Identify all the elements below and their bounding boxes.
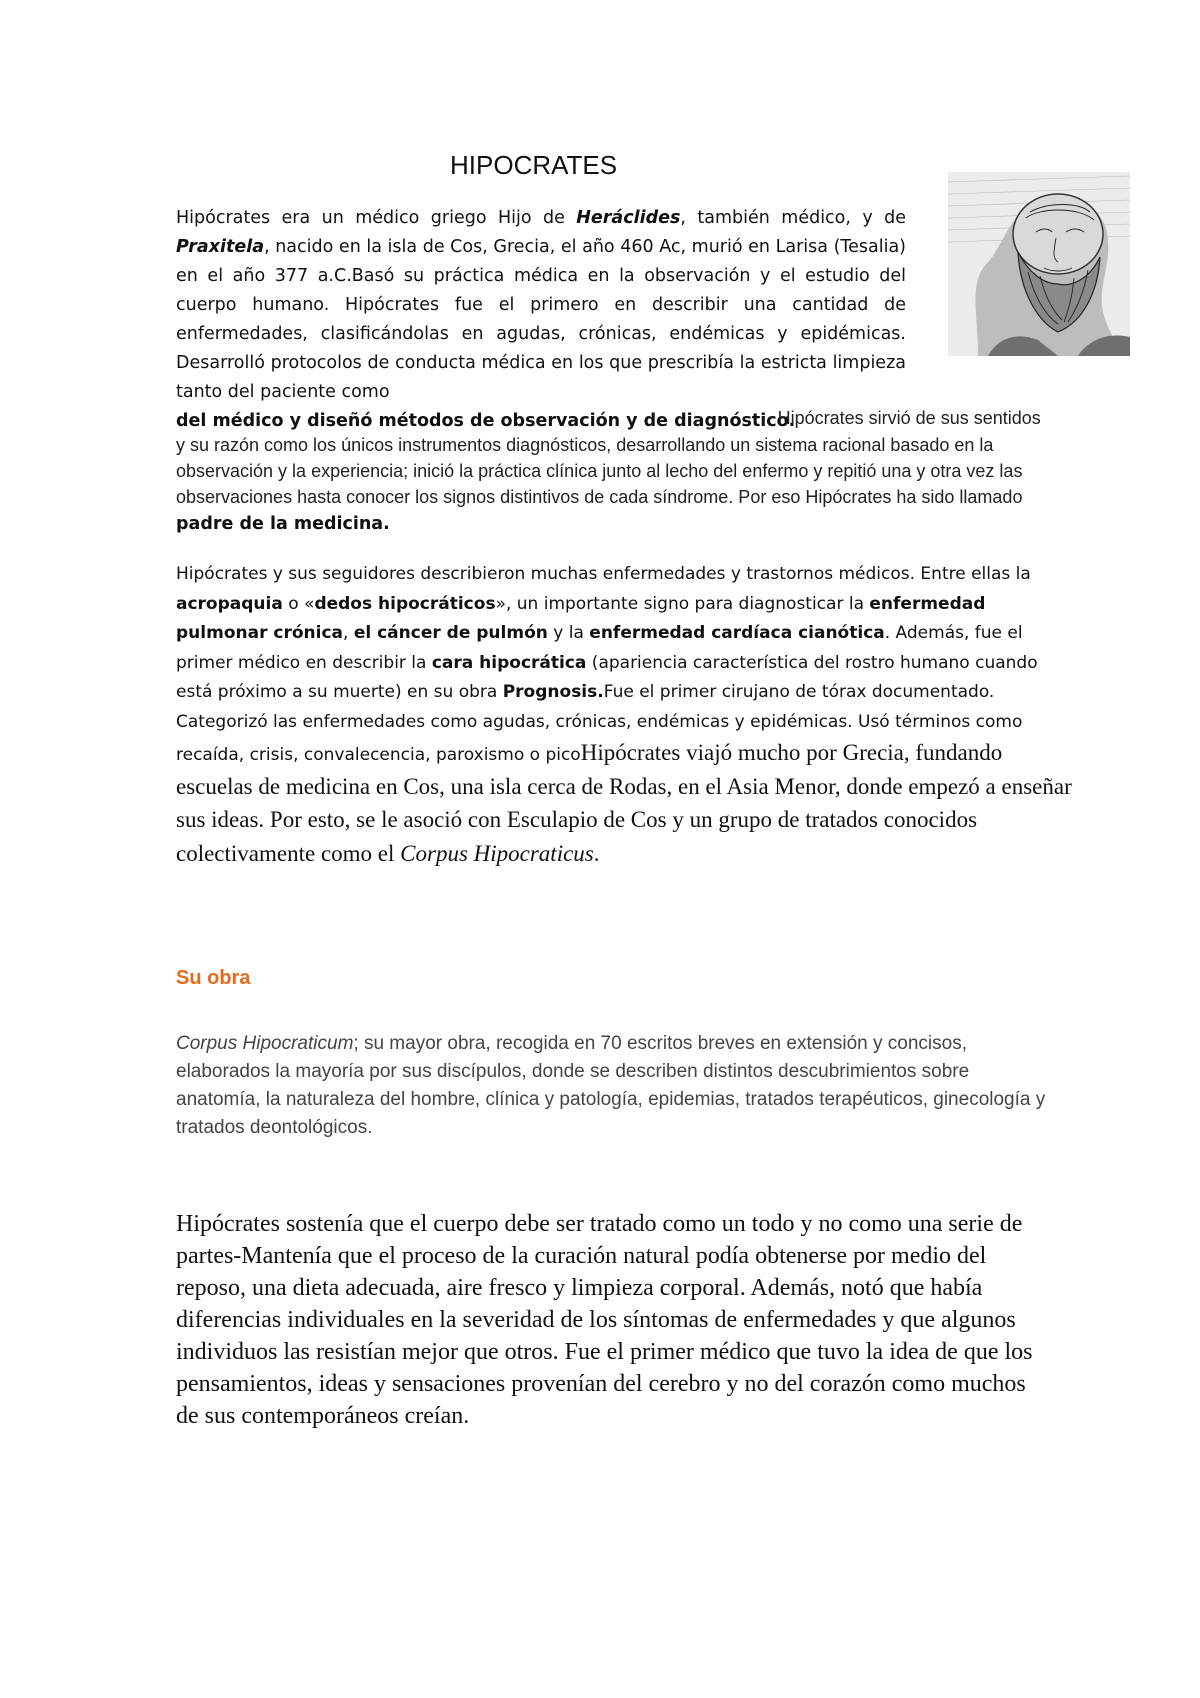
- enfermedad-pulmonar-term: enfermedad pulmonar crónica: [176, 593, 986, 643]
- cancer-pulmon-term: el cáncer de pulmón: [353, 623, 548, 643]
- page-title: HIPOCRATES: [450, 150, 618, 180]
- final-paragraph: Hipócrates sostenía que el cuerpo debe ser tratado como un todo y no como una serie de partes-Mantenía que el proceso de la curación natural podía obtenerse por medio del reposo, una dieta adecuada, aire fresco y limpieza corporal. Además, notó que había diferencias individuales en la severidad de los síntomas de enfermedades y que algunos individuos las resistían mejor que otros. Fue el primer médico que tuvo la idea de que los pensamientos, ideas y sensaciones provenían del cerebro y no del corazón como muchos de sus contemporáneos creían.: [176, 1211, 1033, 1429]
- p2-text-f: . Además, fue el primer médico en describir la: [176, 623, 1023, 673]
- intro-paragraph: [176, 204, 906, 436]
- p2-text-g: (apariencia característica del rostro humano cuando está próximo a su muerte) en su obra: [176, 652, 1038, 702]
- p2-text-b: o «: [282, 593, 315, 614]
- p2-text-a: Hipócrates y sus seguidores describieron muchas enfermedades y trastornos médicos. Entre ellas la: [176, 564, 1031, 584]
- p2-text-d: ,: [343, 623, 354, 643]
- corpus-hipocraticum-term: Corpus Hipocraticum: [176, 1033, 354, 1054]
- enfermedad-cardiaca-term: enfermedad cardíaca cianótica: [589, 623, 885, 643]
- intro-text-5: del médico y diseñó métodos de observación y de diagnóstico.: [176, 411, 796, 431]
- portrait-engraving-icon: [948, 172, 1130, 356]
- p2-text-h: Fue el primer cirujano de tórax documentado. Categorizó las enfermedades como agudas, crónicas, endémicas y epidémicas. Usó términos como recaída, crisis, convalecencia, paroxismo o pico: [176, 682, 1023, 765]
- p2-end: .: [593, 840, 600, 866]
- heraclides-name: Heráclides: [576, 208, 681, 228]
- intro-text-2: Hijo de: [497, 208, 577, 228]
- su-obra-heading: Su obra: [176, 967, 251, 989]
- continuation-paragraph: [176, 405, 1046, 537]
- intro-text-4: , nacido en la isla de Cos, Grecia, el año 460 Ac, murió en Larisa (Tesalia) en el año 377 a.C.Basó su práctica médica en la observación y el estudio del cuerpo humano. Hipócrates fue el primero en describir una cantidad de enfermedades, clasificándolas en agudas, crónicas, endémicas y epidémicas. Desarrolló protocolos de conducta médica en los que prescribía la estricta limpieza tanto del paciente como: [176, 237, 906, 402]
- cara-hipocratica-term: cara hipocrática: [431, 652, 587, 673]
- p2-text-c: », un importante signo para diagnosticar la: [495, 593, 870, 614]
- corpus-hipocraticus-term: Corpus Hipocraticus: [400, 840, 594, 866]
- prognosis-term: Prognosis.: [502, 682, 604, 702]
- praxitela-name: Praxitela: [176, 237, 265, 257]
- diseases-paragraph: [176, 560, 1076, 871]
- p2-text-e: y la: [547, 623, 590, 643]
- intro-text-1: Hipócrates era un médico griego: [176, 208, 498, 228]
- obra-text: ; su mayor obra, recogida en 70 escritos breves en extensión y concisos, elaborados la mayoría por sus discípulos, donde se describen distintos descubrimientos sobre anatomía, la naturaleza del hombre, clínica y patología, epidemias, tratados terapéuticos, ginecología y tratados deontológicos.: [176, 1033, 1046, 1138]
- acropaquia-term: acropaquia: [176, 593, 283, 614]
- p2-serif-text: Hipócrates viajó mucho por Grecia, fundando escuelas de medicina en Cos, una isla cerca de Rodas, en el Asia Menor, donde empezó a enseñar sus ideas. Por esto, se le asoció con Esculapio de Cos y un grupo de tratados conocidos colectivamente como el: [176, 740, 1072, 866]
- obra-paragraph: [176, 1030, 1056, 1142]
- continuation-text: Hipócrates sirvió de sus sentidos y su razón como los únicos instrumentos diagnósticos, desarrollando un sistema racional basado en la observación y la experiencia; inició la práctica clínica junto al lecho del enfermo y repitió una y otra vez las observaciones hasta conocer los signos distintivos de cada síndrome. Por eso Hipócrates ha sido llamado: [176, 408, 1041, 507]
- intro-text-3: , también médico, y de: [680, 208, 907, 228]
- padre-de-la-medicina: padre de la medicina.: [176, 514, 390, 534]
- hippocrates-portrait-image: [948, 172, 1130, 356]
- dedos-hipocraticos-term: dedos hipocráticos: [314, 593, 496, 614]
